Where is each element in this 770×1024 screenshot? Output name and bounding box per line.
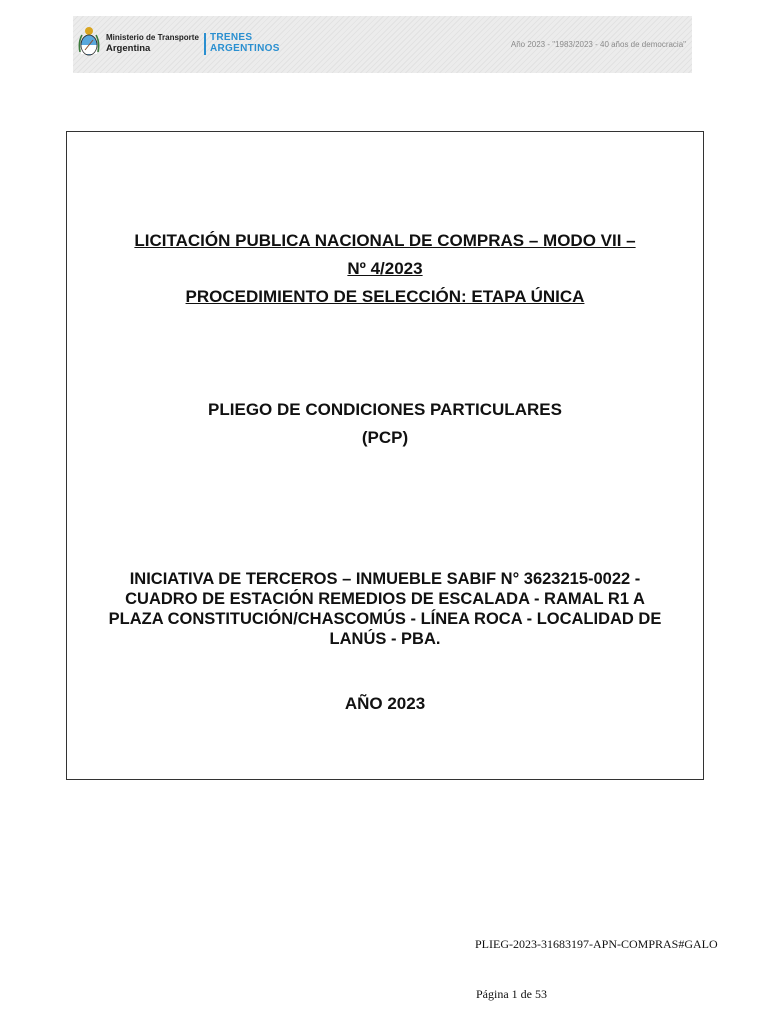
tender-title-line: LICITACIÓN PUBLICA NACIONAL DE COMPRAS – MODO VII –: [134, 231, 636, 250]
header-banner: [73, 16, 692, 73]
year-motto: Año 2023 - "1983/2023 - 40 años de democracia": [510, 40, 686, 49]
brand-line-1: TRENES: [210, 32, 253, 43]
initiative-line: LANÚS - PBA.: [329, 630, 441, 648]
initiative-line: CUADRO DE ESTACIÓN REMEDIOS DE ESCALADA - RAMAL R1 A: [125, 590, 645, 608]
initiative-line: PLAZA CONSTITUCIÓN/CHASCOMÚS - LÍNEA ROCA - LOCALIDAD DE: [108, 610, 662, 628]
initiative-line: INICIATIVA DE TERCEROS – INMUEBLE SABIF N° 3623215-0022 -: [129, 570, 641, 588]
document-type: [67, 396, 703, 452]
ministry-name: Ministerio de Transporte: [106, 33, 199, 42]
page-number: Página 1 de 53: [476, 987, 547, 1001]
initiative-description: [75, 569, 695, 649]
country-name: Argentina: [106, 43, 151, 54]
document-year: AÑO 2023: [344, 694, 426, 713]
document-reference: PLIEG-2023-31683197-APN-COMPRAS#GALO: [475, 937, 718, 951]
trenes-argentinos-logo: [210, 32, 280, 54]
pliego-acronym: (PCP): [361, 428, 409, 447]
argentina-coat-of-arms-icon: [78, 26, 100, 58]
brand-line-2: ARGENTINOS: [210, 43, 280, 54]
pliego-title: PLIEGO DE CONDICIONES PARTICULARES: [208, 400, 562, 419]
ministry-logo-text: [106, 32, 199, 54]
tender-title: [67, 227, 703, 311]
selection-procedure: PROCEDIMIENTO DE SELECCIÓN: ETAPA ÚNICA: [185, 287, 585, 306]
tender-number: Nº 4/2023: [347, 259, 423, 278]
logo-divider: [204, 33, 206, 55]
cover-frame: [66, 131, 704, 780]
